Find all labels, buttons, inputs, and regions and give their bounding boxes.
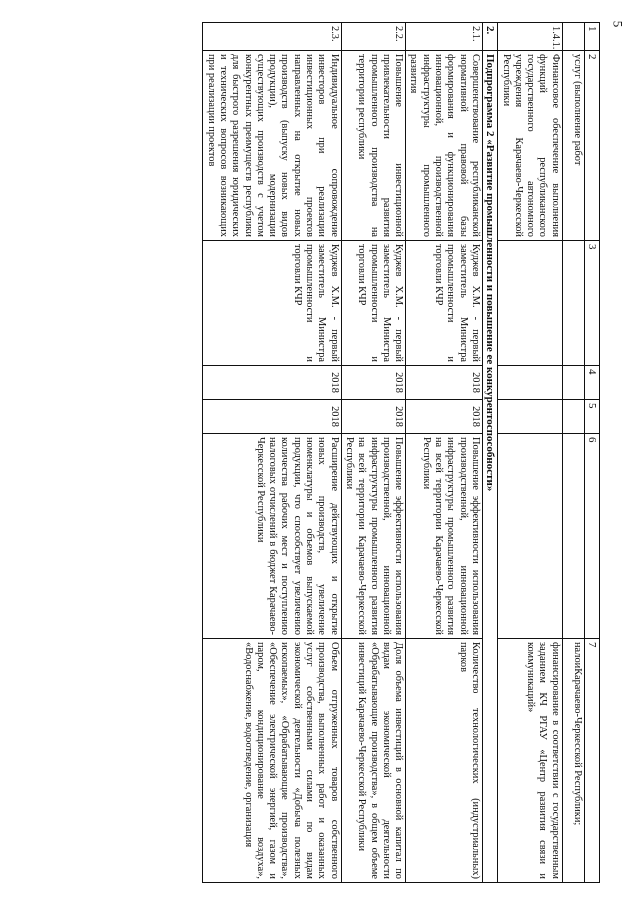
- activities-table: [202, 22, 600, 883]
- end-year-cell: [498, 400, 562, 434]
- start-year-cell: 2018: [203, 366, 341, 400]
- section-number: 2.: [482, 23, 497, 51]
- row-number: 2.1.: [406, 23, 483, 51]
- responsible-cell: [498, 241, 562, 366]
- indicator-cell: Объем отгруженных товаров собственного производства, выполненных работ и оказанных услуг собственными силами по видам экономической деятельности «Добыча полезных ископаемых», «Обрабатывающие производства», «Обеспечение электрической энергией, газом и паром, кондиционирование воздуха», «Водоснабжение, водоотведение, организация: [203, 639, 341, 883]
- activity-cell: услуг (выполнение работ: [562, 51, 584, 241]
- start-year-cell: 2018: [341, 366, 405, 400]
- header-cell: 7: [584, 639, 599, 883]
- header-cell: 4: [584, 366, 599, 400]
- row-number: [562, 23, 584, 51]
- header-cell: 2: [584, 51, 599, 241]
- activity-cell: Повышение инвестиционной привлекательности развития промышленного производства на территории республики: [341, 51, 405, 241]
- header-row: [584, 23, 599, 883]
- result-cell: Расширение действующих и открытие новых производств, увеличение номенклатуры и объемов выпускаемой продукции, что способствует увеличению количества рабочих мест и поступлению налоговых отчислений в бюджет Карачаево-Черкесской Республики: [203, 434, 341, 639]
- end-year-cell: 2018: [341, 400, 405, 434]
- table-row: [562, 23, 584, 883]
- result-cell: [498, 434, 562, 639]
- responsible-cell: Куджев Х.М. - первый заместитель Министра промышленности и торговли КЧР: [406, 241, 483, 366]
- indicator-cell: налоиКарачаево-Черкесской Республики;: [562, 639, 584, 883]
- start-year-cell: [562, 366, 584, 400]
- end-year-cell: 2018: [406, 400, 483, 434]
- section-title: Подпрограмма 2 «Развитие промышленности и повышение ее конкурентоспособности»: [482, 51, 497, 883]
- result-cell: [562, 434, 584, 639]
- table-row: [498, 23, 562, 883]
- table-body: [203, 23, 600, 883]
- result-cell: Повышение эффективности использования производственной, инновационной инфраструктуры промышленного развития на всей территории Карачаево-Черкесской Республики: [341, 434, 405, 639]
- header-cell: 1: [584, 23, 599, 51]
- table-row: [406, 23, 483, 883]
- indicator-cell: финансирование в соответствии с государственным заданием КЧ РГАУ «Центр развития связи и коммуникаций»: [498, 639, 562, 883]
- indicator-cell: Доля объема инвестиций в основной капитал по видам экономической деятельности «Обрабатывающие производства», в общем объеме инвестиций Карачаево-Черкесской Республики: [341, 639, 405, 883]
- activity-cell: Индивидуальное сопровождение инвесторов при реализации инвестиционных проектов направленных на открытие новых производств (выпуску новых видов продукции), модернизации существующих производств с учетом конкурентных преимуществ республики для быстрого разрешения юридических и технических вопросов возникающих при реализации проектов: [203, 51, 341, 241]
- start-year-cell: [498, 366, 562, 400]
- row-number: 2.2.: [341, 23, 405, 51]
- page-number: 5: [609, 20, 625, 28]
- responsible-cell: [562, 241, 584, 366]
- activity-cell: Совершенствование республиканской нормативной правовой базы формирования и функционирования инновационной, производственной инфраструктуры промышленного развития: [406, 51, 483, 241]
- result-cell: Повышение эффективности использования производственной, инновационной инфраструктуры промышленного развития на всей территории Карачаево-Черкесской Республики: [406, 434, 483, 639]
- row-number: 1.4.1.: [498, 23, 562, 51]
- section-row: [482, 23, 497, 883]
- table-row: [341, 23, 405, 883]
- table-row: [203, 23, 341, 883]
- end-year-cell: [562, 400, 584, 434]
- row-number: 2.3.: [203, 23, 341, 51]
- responsible-cell: Куджев Х.М. - первый заместитель Министра промышленности и торговли КЧР: [341, 241, 405, 366]
- responsible-cell: Куджев Х.М. - первый заместитель Министра промышленности и торговли КЧР: [203, 241, 341, 366]
- indicator-cell: Количество технологических (индустриальных) парков: [406, 639, 483, 883]
- header-cell: 6: [584, 434, 599, 639]
- rotated-table-container: [70, 22, 600, 882]
- end-year-cell: 2018: [203, 400, 341, 434]
- start-year-cell: 2018: [406, 366, 483, 400]
- header-cell: 5: [584, 400, 599, 434]
- activity-cell: Финансовое обеспечение выполнения функций республиканского государственного автономного учреждения Карачаево-Черкесской Республики: [498, 51, 562, 241]
- header-cell: 3: [584, 241, 599, 366]
